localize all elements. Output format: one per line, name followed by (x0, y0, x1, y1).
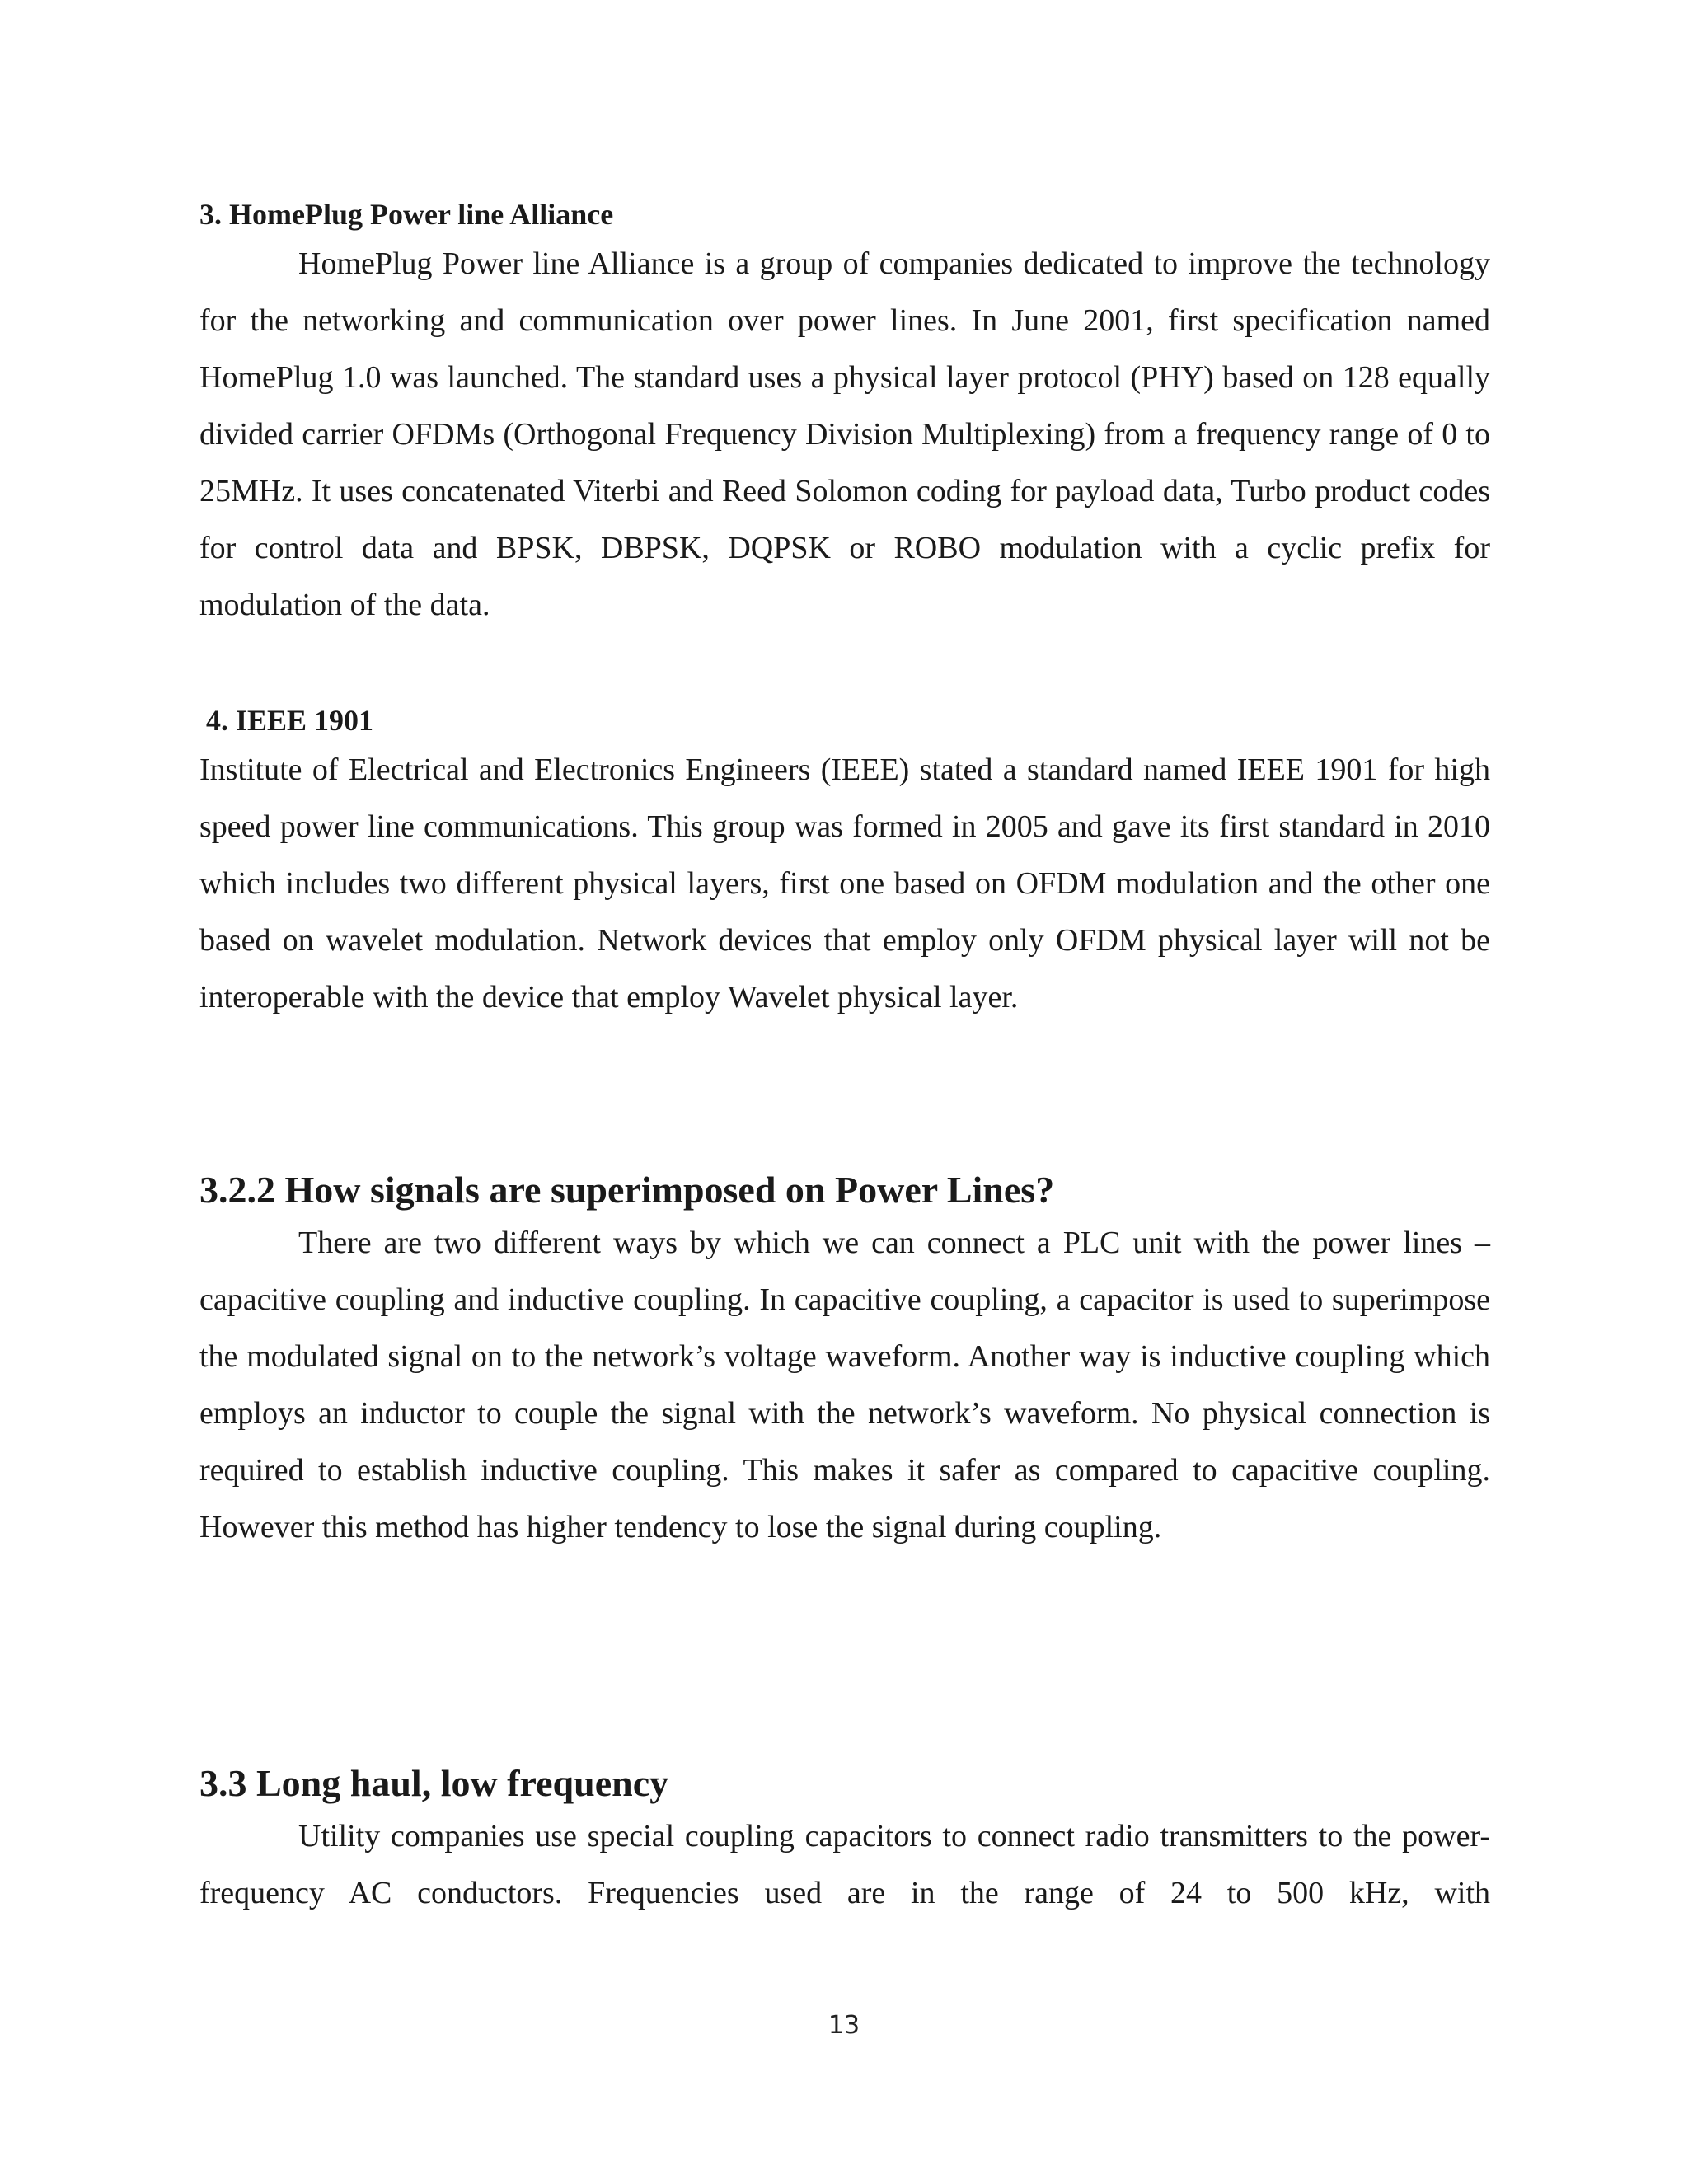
section-paragraph: HomePlug Power line Alliance is a group of companies dedicated to improve the technology for the networking and communication over power lines. In June 2001, first specification named HomePlug 1.0 was launched. The standard uses a physical layer protocol (PHY) based on 128 equally divided carrier OFDMs (Orthogonal Frequency Division Multiplexing) from a frequency range of 0 to 25MHz. It uses concatenated Viterbi and Reed Solomon coding for payload data, Turbo product codes for control data and BPSK, DBPSK, DQPSK or ROBO modulation with a cyclic prefix for modulation of the data. (199, 246, 1490, 622)
section-paragraph: There are two different ways by which we can connect a PLC unit with the power lines – capacitive coupling and inductive coupling. In capacitive coupling, a capacitor is used to superimpose the modulated signal on to the network’s voltage waveform. Another way is inductive coupling which employs an inductor to couple the signal with the network’s waveform. No physical connection is required to establish inductive coupling. This makes it safer as compared to capacitive coupling. However this method has higher tendency to lose the signal during coupling. (199, 1226, 1490, 1544)
section-homeplug (199, 196, 1490, 634)
section-heading: 3.2.2 How signals are superimposed on Power Lines? (199, 1169, 1055, 1211)
section-heading: 3. HomePlug Power line Alliance (199, 198, 614, 231)
section-superimposed (199, 1167, 1490, 1556)
section-heading: 4. IEEE 1901 (206, 704, 374, 737)
section-ieee1901 (199, 702, 1490, 1026)
section-heading: 3.3 Long haul, low frequency (199, 1762, 669, 1804)
section-longhaul (199, 1760, 1490, 1922)
section-paragraph: Utility companies use special coupling capacitors to connect radio transmitters to the power-frequency AC conductors. Frequencies used are in the range of 24 to 500 kHz, with (199, 1819, 1490, 1910)
page-number: 13 (828, 2011, 860, 2040)
section-paragraph: Institute of Electrical and Electronics Engineers (IEEE) stated a standard named IEEE 1901 for high speed power line communications. This group was formed in 2005 and gave its first standard in 2010 which includes two different physical layers, first one based on OFDM modulation and the other one based on wavelet modulation. Network devices that employ only OFDM physical layer will not be interoperable with the device that employ Wavelet physical layer. (199, 752, 1490, 1015)
